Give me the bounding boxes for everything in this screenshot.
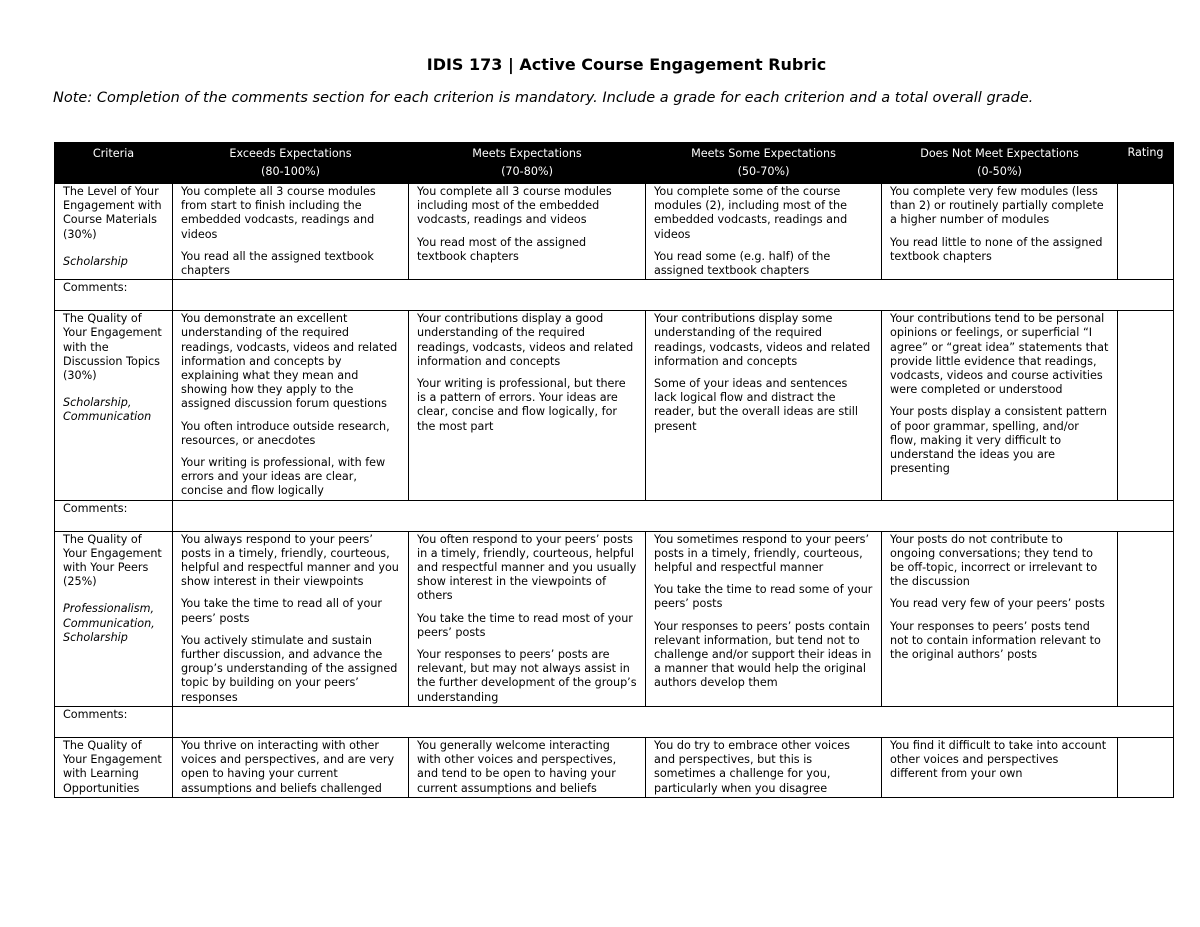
comments-row <box>55 706 1174 737</box>
level-cell-meets <box>409 531 646 706</box>
level-cell-some <box>646 737 882 797</box>
descriptor-text: You take the time to read all of your peers’ posts <box>181 597 383 625</box>
descriptor-text: You take the time to read some of your peers’ posts <box>654 583 873 611</box>
rating-cell[interactable] <box>1118 311 1174 500</box>
criterion-row <box>55 311 1174 500</box>
descriptor-text: You complete very few modules (less than 2) or routinely partially complete a higher number of modules <box>890 185 1104 227</box>
header-not: Does Not Meet Expectations (0-50%) <box>882 143 1118 184</box>
descriptor-text: You generally welcome interacting with other voices and perspectives, and tend to be open to having your current assumptions and beliefs <box>417 738 617 795</box>
level-cell-some <box>646 531 882 706</box>
header-meets: Meets Expectations (70-80%) <box>409 143 646 184</box>
comments-row <box>55 280 1174 311</box>
level-cell-exceeds <box>173 737 409 797</box>
descriptor-text: Your writing is professional, but there is a pattern of errors. Your ideas are clear, concise and flow logically, for the most part <box>417 377 626 433</box>
criterion-row <box>55 737 1174 797</box>
descriptor-text: You always respond to your peers’ posts in a timely, friendly, courteous, helpful and respectful manner and you show interest in their viewpoints <box>181 532 399 589</box>
descriptor-text: You often respond to your peers’ posts in a timely, friendly, courteous, helpful and respectful manner and you usually show interest in the viewpoints of others <box>417 532 637 603</box>
level-cell-exceeds <box>173 184 409 280</box>
descriptor-text: You complete all 3 course modules including most of the embedded vodcasts, readings and videos <box>417 185 612 227</box>
criterion-cell <box>55 184 173 280</box>
descriptor-text: Your responses to peers’ posts tend not to contain information relevant to the original authors’ posts <box>890 619 1101 662</box>
descriptor-text: Your posts do not contribute to ongoing conversations; they tend to be off-topic, incorrect or irrelevant to the discussion <box>890 532 1098 589</box>
header-some-range: (50-70%) <box>737 165 790 178</box>
comments-field[interactable] <box>173 706 1174 737</box>
descriptor-text: You often introduce outside research, resources, or anecdotes <box>181 419 390 447</box>
level-cell-meets <box>409 184 646 280</box>
document-title: IDIS 173 | Active Course Engagement Rubric <box>426 55 827 74</box>
rating-cell[interactable] <box>1118 531 1174 706</box>
comments-field[interactable] <box>173 500 1174 531</box>
rating-cell[interactable] <box>1118 184 1174 280</box>
descriptor-text: Your contributions display a good understanding of the required readings, vodcasts, videos and related information and concepts <box>417 312 634 368</box>
criterion-name: The Quality of Your Engagement with the Discussion Topics (30%) <box>63 312 162 383</box>
criterion-row <box>55 531 1174 706</box>
level-cell-not <box>882 311 1118 500</box>
descriptor-text: Your posts display a consistent pattern of poor grammar, spelling, and/or flow, making it very difficult to understand the ideas you are presenting <box>890 405 1107 476</box>
criterion-name: The Level of Your Engagement with Course Materials (30%) <box>63 185 162 241</box>
level-cell-meets <box>409 311 646 500</box>
descriptor-text: Your contributions display some understanding of the required readings, vodcasts, videos and related information and concepts <box>654 312 871 368</box>
criterion-row <box>55 184 1174 280</box>
level-cell-meets <box>409 737 646 797</box>
descriptor-text: You complete all 3 course modules from start to finish including the embedded vodcasts, readings and videos <box>181 185 376 241</box>
descriptor-text: You take the time to read most of your peers’ posts <box>417 611 633 639</box>
descriptor-text: You complete some of the course modules (2), including most of the embedded vodcasts, readings and videos <box>654 185 848 241</box>
level-cell-some <box>646 311 882 500</box>
descriptor-text: Your writing is professional, with few errors and your ideas are clear, concise and flow logically <box>181 456 386 498</box>
comments-label: Comments: <box>55 706 173 737</box>
level-cell-not <box>882 531 1118 706</box>
descriptor-text: You read little to none of the assigned textbook chapters <box>890 235 1103 263</box>
criterion-tag: Professionalism, Communication, Scholarship <box>63 602 155 644</box>
level-cell-exceeds <box>173 311 409 500</box>
header-row <box>55 143 1174 184</box>
criterion-name: The Quality of Your Engagement with Learning Opportunities <box>63 738 162 795</box>
criterion-cell <box>55 531 173 706</box>
descriptor-text: You actively stimulate and sustain further discussion, and advance the group’s understanding of the assigned topic by building on your peers’ responses <box>181 633 398 704</box>
criterion-tag: Scholarship <box>63 254 128 268</box>
comments-row <box>55 500 1174 531</box>
descriptor-text: You sometimes respond to your peers’ posts in a timely, friendly, courteous, helpful and respectful manner <box>654 532 870 575</box>
header-rating: Rating <box>1118 143 1174 184</box>
level-cell-exceeds <box>173 531 409 706</box>
header-criteria: Criteria <box>55 143 173 184</box>
descriptor-text: Your responses to peers’ posts contain relevant information, but tend not to challenge and/or support their ideas in a manner that would help the original authors develop them <box>654 619 872 690</box>
criterion-tag: Scholarship, Communication <box>63 396 152 424</box>
header-not-range: (0-50%) <box>977 165 1022 178</box>
header-some: Meets Some Expectations (50-70%) <box>646 143 882 184</box>
descriptor-text: You read most of the assigned textbook chapters <box>417 235 587 263</box>
descriptor-text: Some of your ideas and sentences lack logical flow and distract the reader, but the overall ideas are still present <box>654 377 858 433</box>
document-note: Note: Completion of the comments section for each criterion is mandatory. Include a grade for each criterion and a total overall grade. <box>53 90 1034 106</box>
descriptor-text: You read all the assigned textbook chapters <box>181 249 374 278</box>
descriptor-text: You thrive on interacting with other voices and perspectives, and are very open to having your current assumptions and beliefs challenged <box>181 738 395 795</box>
criterion-cell <box>55 737 173 797</box>
header-exceeds-range: (80-100%) <box>261 165 320 178</box>
criterion-cell <box>55 311 173 500</box>
header-meets-range: (70-80%) <box>501 165 553 178</box>
descriptor-text: Your responses to peers’ posts are relevant, but may not always assist in the further development of the group’s understanding <box>417 648 637 704</box>
header-exceeds: Exceeds Expectations (80-100%) <box>173 143 409 184</box>
level-cell-not <box>882 184 1118 280</box>
comments-field[interactable] <box>173 280 1174 311</box>
descriptor-text: You read some (e.g. half) of the assigned textbook chapters <box>654 249 831 278</box>
descriptor-text: You read very few of your peers’ posts <box>890 597 1105 611</box>
descriptor-text: You do try to embrace other voices and perspectives, but this is sometimes a challenge for you, particularly when you disagree <box>654 738 851 795</box>
descriptor-text: You find it difficult to take into account other voices and perspectives different from your own <box>890 738 1107 781</box>
rubric-table <box>54 142 1174 798</box>
level-cell-some <box>646 184 882 280</box>
comments-label: Comments: <box>55 280 173 311</box>
descriptor-text: Your contributions tend to be personal opinions or feelings, or superficial “I agree” or “great idea” statements that provide little evidence that readings, vodcasts, videos and course activities were completed or understood <box>890 312 1109 397</box>
descriptor-text: You demonstrate an excellent understanding of the required readings, vodcasts, videos and related information and concepts by explaining what they mean and showing how they apply to the assigned discussion forum questions <box>181 312 398 411</box>
criterion-name: The Quality of Your Engagement with Your Peers (25%) <box>63 532 162 589</box>
rating-cell[interactable] <box>1118 737 1174 797</box>
comments-label: Comments: <box>55 500 173 531</box>
level-cell-not <box>882 737 1118 797</box>
